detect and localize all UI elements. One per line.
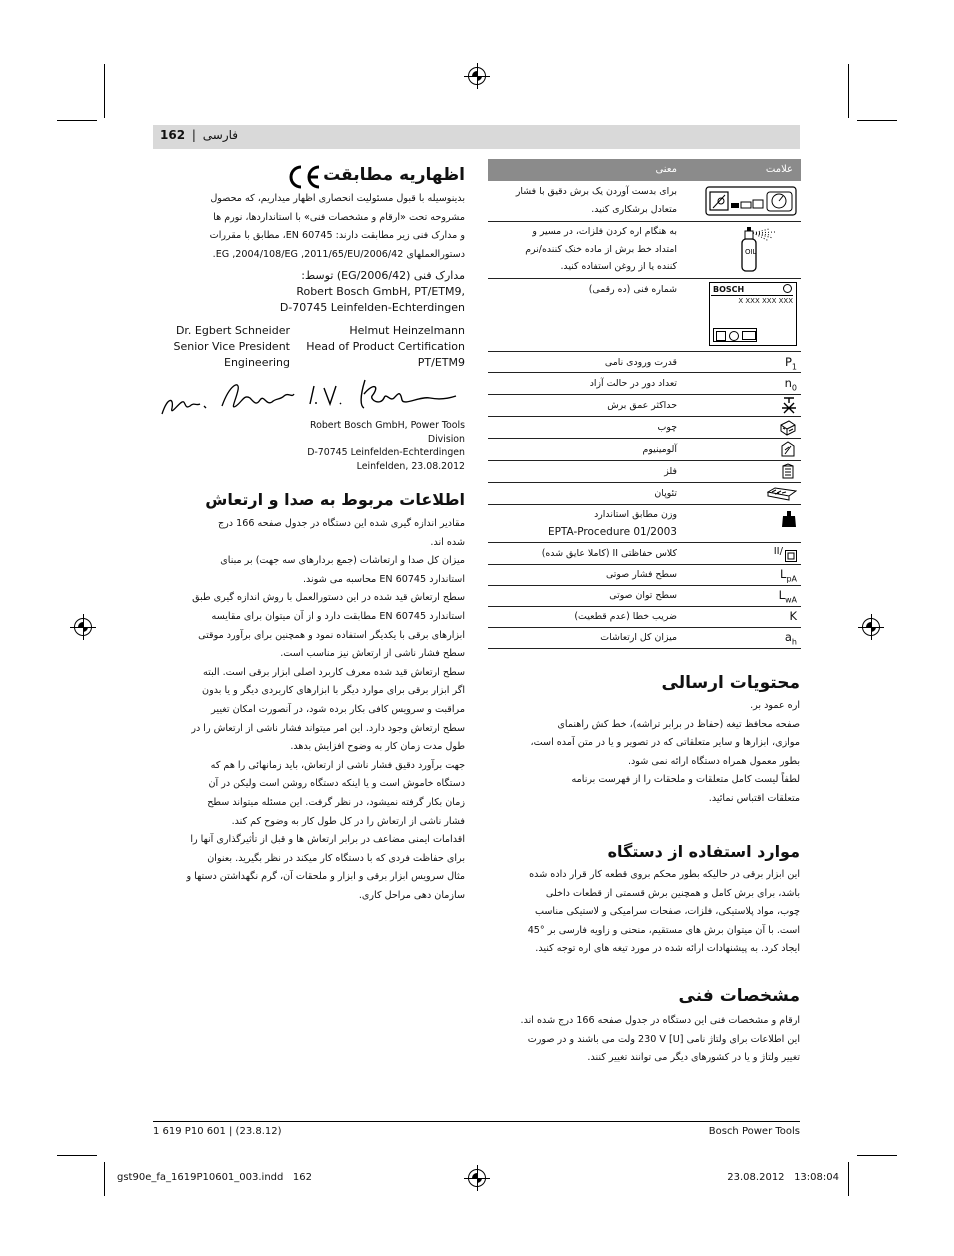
text-line: متعلقات اقتباس نمائید. [708, 792, 800, 804]
crop-mark [848, 64, 849, 118]
column-header-meaning: معنی [655, 164, 677, 175]
row-meaning: تعداد دور در حالت آزاد [589, 378, 677, 389]
file-name: gst90e_fa_1619P10601_003.indd 162 [117, 1172, 312, 1183]
row-meaning [548, 506, 677, 541]
table-row [488, 483, 801, 505]
signer-name: Helmut Heinzelmann [349, 324, 465, 337]
symbol-lpa: $L_{pA}$ [780, 567, 797, 584]
row-meaning [589, 281, 677, 299]
protection-class-icon [785, 547, 797, 566]
table-row [488, 395, 801, 417]
header-band [153, 125, 800, 149]
text-line: سطح فشار ناشی از ارتعاش نیز مناسب است. [280, 648, 465, 660]
text-line: اقدامات ایمنی مضاعف در برابر ارتعاش ها و قبل از تأثیرگذاری آنها را [190, 834, 465, 846]
row-meaning: سطح توان صوتی [609, 590, 677, 601]
cutting-depth-icon [781, 397, 797, 418]
meaning-line: کننده یا از روغن استفاده کنید. [560, 261, 677, 272]
meaning-line: به هنگام اره کردن فلزات، در مسیر و [532, 226, 677, 237]
registration-mark-icon [468, 1169, 486, 1187]
text-line: D-70745 Leinfelden-Echterdingen [279, 301, 465, 314]
table-row [488, 543, 801, 565]
table-row [488, 222, 801, 279]
print-datetime: 23.08.2012 13:08:04 [727, 1172, 839, 1183]
text-line: موازی، ابزارها و سایر متعلقاتی که در تصویر و یا در متن آمده است، [530, 737, 800, 749]
text-line: برای حفاظت فردی که با دستگاه کار میکند در نظر بگیرید. بعنوان [207, 852, 465, 864]
text-line: فشار ناشی از ارتعاش را در کل طول کار به وضوح کم کند. [231, 815, 465, 827]
page-number: 162 [160, 128, 186, 142]
bosch-logo-icon [783, 284, 792, 293]
text-line: شده اند. [430, 536, 465, 548]
text-line: این ابزار برقی در حالیکه بطور محکم بروی قطعه کار قرار داده شده [529, 869, 800, 880]
nameplate-symbols [713, 328, 757, 342]
table-row [488, 352, 801, 373]
nameplate-brand: BOSCH [713, 285, 745, 294]
row-meaning: سطح فشار صوتی [605, 569, 677, 580]
signer-role: Senior Vice President [173, 340, 290, 353]
table-row [488, 461, 801, 483]
meaning-line: شماره فنی (ده رقمی) [588, 284, 677, 295]
text-line: ابزارهای برقی با یکدیگر استفاده نمود و همچنین برای برآورد موقتی [198, 629, 465, 641]
text-line: ارقام و مشخصات فنی این دستگاه در جدول صفحه 166 درج شده اند. [520, 1015, 800, 1026]
table-row [488, 505, 801, 543]
symbol-lwa: $L_{wA}$ [778, 588, 797, 605]
meaning-line: وزن مطابق استاندارد [594, 509, 677, 520]
table-header [488, 159, 801, 181]
table-row [488, 607, 801, 628]
row-meaning: چوب [657, 422, 677, 433]
declaration-title: اظهاریه مطابقت [323, 165, 465, 185]
weight-icon [781, 510, 797, 532]
delivery-text [488, 697, 800, 809]
brand-footer: Bosch Power Tools [708, 1126, 800, 1137]
text-line: مراقبت و سرویس کافی بکار برده شود، در آنصورت امکان تغییر [211, 703, 465, 715]
table-row [488, 417, 801, 439]
text-line: و مدارک فنی زیر مطابقت دارند: EN 60745، مطابق با مقررات [209, 230, 465, 242]
tech-file-block [145, 268, 465, 316]
oil-spray-icon [739, 227, 783, 277]
text-line: میزان کل صدا و ارتعاشات (جمع بردارهای سه جهت) بر مبنای [220, 555, 465, 567]
text-line: بطور معمول همراه دستگاه ارائه نمی شود. [627, 755, 800, 767]
signer-dept: PT/ETM9 [417, 356, 465, 369]
crop-mark [104, 1162, 105, 1196]
nameplate-serial: X XXX XXX XXX [711, 295, 793, 305]
text-line: اره عمود بر. [750, 700, 800, 711]
left-signer [170, 323, 290, 371]
text-line: سطح ارتعاش قید شده معرف کاربرد اصلی ابزار برقی است. البته [203, 666, 465, 678]
signer-name: Dr. Egbert Schneider [175, 324, 290, 337]
row-meaning: قدرت ورودی نامی [604, 357, 677, 368]
row-meaning: تئوپان [654, 488, 677, 499]
aluminium-icon [779, 441, 797, 462]
table-row [488, 565, 801, 586]
signer-role: Head of Product Certification [306, 340, 465, 353]
table-row [488, 586, 801, 607]
text-line: صفحه محافظ تیغه (حفاظ در برابر تراشه)، خط کش راهنمای [557, 718, 800, 730]
text-line: دستورالعملهای 2006/42/EG ,2004/108/EG ,2011/65/EU. [212, 248, 465, 260]
text-line: Leinfelden, 23.08.2012 [356, 460, 465, 472]
delivery-title: محتویات ارسالی [661, 673, 800, 693]
nameplate-icon [709, 282, 797, 346]
noise-text [145, 515, 465, 905]
row-meaning: حداکثر عمق برش [607, 400, 677, 411]
text-line: جهت برآورد دقیق فشار ناشی از ارتعاش، باید زمانهائی را هم که [210, 759, 465, 771]
meaning-line: متعادل برشکاری کنید. [591, 203, 677, 215]
text-line: استاندارد EN 60745 مطابقت دارد و از آن میتوان برای مقایسه [211, 610, 465, 622]
symbol-p1: $P_1$ [784, 355, 797, 372]
table-row [488, 279, 801, 352]
text-line: Robert Bosch GmbH, PT/ETM9, [296, 285, 465, 298]
text-line: سازمان دهی مراحل کاری. [358, 889, 465, 901]
row-meaning: میزان کل ارتعاشات [600, 632, 677, 643]
table-row [488, 373, 801, 395]
text-line: طول مدت زمان کار به وضوح افزایش بدهد. [290, 741, 465, 753]
text-line: چوب، مواد پلاستیکی، فلزات، صفحات سرامیکی و لاستیکی مناسب [534, 906, 800, 918]
signer-dept: Engineering [224, 356, 290, 369]
intended-use-text [488, 866, 800, 959]
symbol-class-ii: II/ [773, 546, 783, 557]
row-meaning: ضریب خطا (عدم قطعیت) [574, 611, 677, 622]
specs-title: مشخصات فنی [678, 986, 800, 1006]
registration-mark-icon [862, 618, 880, 636]
registration-mark-icon [468, 67, 486, 85]
plasterboard-icon [767, 486, 797, 505]
text-line: مدارک فنی (2006/42/EG) توسط: [301, 269, 465, 282]
text-line: باشد، برای برش کامل و همچنین برش قسمتی از قطعات داخلی [545, 887, 800, 899]
crop-mark [857, 120, 897, 121]
row-meaning: کلاس حفاظتی II (کاملا عایق شده) [541, 548, 677, 559]
specs-text [488, 1012, 800, 1068]
row-meaning [525, 223, 677, 276]
row-meaning: آلومینیوم [642, 444, 677, 455]
text-line: D-70745 Leinfelden-Echterdingen [307, 447, 465, 458]
wood-icon [779, 419, 797, 440]
text-line: است. با آن میتوان برش های مستقیم، منحنی و زاویه فارسی بر °45 [527, 924, 800, 936]
intended-use-title: موارد استفاده از دستگاه [607, 842, 800, 861]
table-row [488, 439, 801, 461]
noise-title: اطلاعات مربوط به صدا و ارتعاش [205, 490, 465, 509]
doc-number: 1 619 P10 601 | (23.8.12) [153, 1126, 282, 1137]
text-line: این اطلاعات برای ولتاژ نامی [U] 230 V ولت می باشند و در صورت [527, 1033, 800, 1045]
symbol-k: K [789, 609, 797, 623]
table-row [488, 628, 801, 649]
footer-rule [153, 1121, 800, 1122]
text-line: Robert Bosch GmbH, Power Tools Division [310, 420, 465, 445]
text-line: بدینوسیله با قبول مسئولیت انحصاری اظهار میداریم، که محصول [210, 193, 465, 204]
text-line: مشروحه تحت «ارقام و مشخصات فنی» با استانداردها، نورم ها [213, 211, 465, 223]
symbol-n0: $n_0$ [784, 376, 797, 393]
text-line: مثال سرویس ابزار برقی و ابزار و ملحقات آن، گرم نگهداشتن دستها و [186, 871, 465, 883]
language-label: فارسی [202, 128, 239, 142]
text-line: لطفاً لیست کامل متعلقات و ملحقات را از فهرست برنامه [571, 774, 800, 786]
crop-mark [57, 120, 97, 121]
registration-mark-icon [74, 618, 92, 636]
meaning-line: EPTA-Procedure 01/2003 [547, 525, 677, 538]
declaration-text [145, 190, 465, 264]
text-line: اگر ابزار برقی برای موارد دیگر با ابزارهای کاربردی دیگر و یا بدون [202, 685, 465, 697]
ce-mark-icon [286, 164, 322, 190]
crop-mark [104, 64, 105, 118]
column-header-symbol: علامت [765, 164, 793, 175]
crop-mark [57, 1155, 97, 1156]
text-line: سطح ارتعاش وجود دارد. این امر میتواند فشار ناشی از ارتعاش را در [191, 722, 465, 734]
text-line: تغییر ولتاژ و یا در کشورهای دیگر می توانند تغییر کنند. [587, 1052, 800, 1064]
text-line: ایجاد کرد. به پیشنهادات ارائه شده در مورد تیغه های اره توجه کنید. [535, 943, 800, 955]
text-line: استاندارد EN 60745 محاسبه می شوند. [302, 573, 465, 585]
symbols-table [488, 159, 801, 649]
crop-mark [848, 1162, 849, 1196]
angle-measure-icon [705, 186, 797, 220]
text-line: سطح ارتعاش قید شده در این دستورالعمل با روش اندازه گیری طبق [192, 592, 465, 604]
row-meaning: فلز [664, 466, 677, 477]
symbol-ah: $a_h$ [784, 630, 797, 647]
meaning-line: امتداد خط برش از ماده خنک کننده/نرم [525, 243, 677, 255]
svg-text:OIL: OIL [745, 248, 757, 256]
text-line: دستگاه خاموش است و یا اینکه دستگاه روشن است ولیکن در آن [208, 778, 465, 790]
meaning-line: برای بدست آوردن یک برش دقیق با فشار [515, 186, 677, 197]
crop-mark [857, 1155, 897, 1156]
row-meaning [516, 183, 677, 218]
declaration-footer [270, 419, 465, 473]
table-row [488, 181, 801, 222]
text-line: مقادیر اندازه گیری شده این دستگاه در جدول صفحه 166 درج [217, 518, 465, 529]
right-signer [300, 323, 465, 371]
page-header: 162 | فارسی [160, 128, 239, 142]
text-line: زمان بکار گرفته نمیشود، در نظر گرفت. این مسئله میتواند سطح [207, 796, 465, 808]
metal-icon [779, 463, 797, 484]
